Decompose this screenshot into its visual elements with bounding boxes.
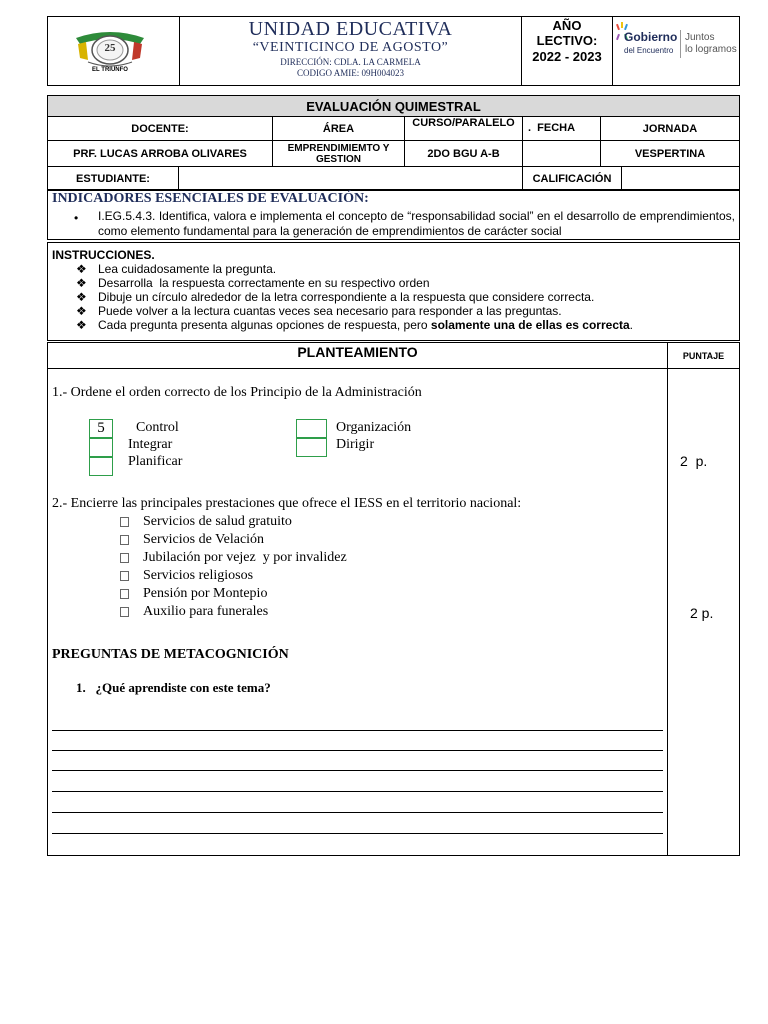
jornada-value: VESPERTINA (634, 147, 706, 160)
metacognition-question-1: 1. ¿Qué aprendiste con este tema? (76, 680, 271, 695)
estudiante-label: ESTUDIANTE: (76, 172, 150, 185)
iess-option: Servicios de salud gratuito (143, 514, 292, 529)
question-2: 2.- Encierre las principales prestaciones que ofrece el IESS en el territorio nacional: (52, 496, 522, 511)
gov-word-1: Gobierno (624, 30, 678, 44)
gov-word-4: lo logramos (685, 44, 737, 55)
answer-line[interactable] (52, 812, 663, 813)
checkbox-icon[interactable] (120, 517, 129, 527)
year-value: 2022 - 2023 (532, 49, 602, 64)
question-1: 1.- Ordene el orden correcto de los Principio de la Administración (52, 385, 422, 400)
year-label-1: AÑO (552, 17, 582, 33)
checkbox-icon[interactable] (120, 607, 129, 617)
iess-option: Auxilio para funerales (143, 604, 269, 619)
option-control: Control (136, 420, 179, 435)
instruction-item: Dibuje un círculo alrededor de la letra correspondiente a la respuesta que considere correcta. (98, 290, 595, 304)
option-organizacion: Organización (336, 420, 412, 435)
area-value: EMPRENDIMIEMTO Y GESTION (287, 142, 390, 165)
diamond-bullet-icon: ❖ (76, 276, 87, 290)
logo-number: 25 (104, 42, 116, 54)
indicators-text: I.EG.5.4.3. Identifica, valora e implementa el concepto de “responsabilidad social” en el desarrollo de emprendimientos, como elemento fundamental para la generación de emprendimientos de carácter social (98, 209, 735, 238)
answer-line[interactable] (52, 730, 663, 731)
checkbox-icon[interactable] (120, 553, 129, 563)
calificacion-field[interactable] (622, 167, 739, 190)
option-dirigir: Dirigir (336, 437, 375, 452)
instruction-item: Desarrolla la respuesta correctamente en su respectivo orden (98, 276, 430, 290)
answer-box-control[interactable]: 5 (89, 419, 113, 438)
answer-box-planificar[interactable] (89, 457, 113, 476)
answer-line[interactable] (52, 750, 663, 751)
metacognition-heading: PREGUNTAS DE METACOGNICIÓN (52, 647, 289, 662)
planteamiento-header: PLANTEAMIENTO (297, 344, 418, 360)
fecha-value[interactable] (523, 141, 600, 166)
answer-box-integrar[interactable] (89, 438, 113, 457)
iess-option: Servicios de Velación (143, 532, 265, 547)
instruction-item: Puede volver a la lectura cuantas veces sea necesario para responder a las preguntas. (98, 304, 562, 318)
logo-caption: EL TRIUNFO (92, 67, 128, 73)
jornada-label: JORNADA (642, 122, 698, 135)
government-logo (614, 20, 738, 64)
instruction-item: Lea cuidadosamente la pregunta. (98, 262, 277, 276)
school-direction: DIRECCIÓN: CDLA. LA CARMELA (280, 57, 421, 67)
iess-option: Servicios religiosos (143, 568, 254, 583)
gov-word-2: del Encuentro (624, 46, 674, 55)
gov-word-3: Juntos (685, 32, 715, 43)
instructions-heading: INSTRUCCIONES. (52, 248, 155, 262)
answer-line[interactable] (52, 770, 663, 771)
instruction-last-pre: Cada pregunta presenta algunas opciones de respuesta, pero (98, 318, 431, 332)
option-planificar: Planificar (128, 454, 183, 469)
question-2-points: 2 p. (690, 605, 714, 621)
estudiante-field[interactable] (179, 167, 522, 190)
answer-box-dirigir[interactable] (296, 438, 327, 457)
indicators-bullet: • (74, 211, 79, 225)
docente-label: DOCENTE: (131, 122, 189, 135)
checkbox-icon[interactable] (120, 571, 129, 581)
answer-line[interactable] (52, 791, 663, 792)
diamond-bullet-icon: ❖ (76, 290, 87, 304)
school-name: “VEINTICINCO DE AGOSTO” (252, 40, 449, 55)
school-logo (74, 24, 146, 76)
header-divider-3 (612, 16, 613, 86)
checkbox-icon[interactable] (120, 589, 129, 599)
docente-value: PRF. LUCAS ARROBA OLIVARES (73, 147, 247, 160)
fecha-label: . FECHA (528, 122, 576, 134)
diamond-bullet-icon: ❖ (76, 262, 87, 276)
diamond-bullet-icon: ❖ (76, 304, 87, 318)
area-label: ÁREA (322, 122, 355, 135)
evaluation-title: EVALUACIÓN QUIMESTRAL (48, 96, 739, 117)
gov-separator (680, 30, 681, 58)
question-1-points: 2 p. (680, 453, 708, 469)
instruction-last-post: . (629, 318, 634, 332)
questions-col-divider (667, 342, 668, 856)
year-label-2: LECTIVO: (536, 33, 598, 48)
calificacion-label: CALIFICACIÓN (532, 172, 612, 185)
questions-header-line (47, 368, 740, 369)
instruction-item-last (98, 318, 633, 332)
school-amie: CODIGO AMIE: 09H004023 (297, 68, 404, 78)
checkbox-icon[interactable] (120, 535, 129, 545)
curso-label: CURSO/PARALELO (412, 117, 515, 129)
diamond-bullet-icon: ❖ (76, 318, 87, 332)
iess-option: Jubilación por vejez y por invalidez (143, 550, 347, 565)
indicators-heading: INDICADORES ESENCIALES DE EVALUACIÓN: (52, 191, 369, 206)
answer-line[interactable] (52, 833, 663, 834)
logo-banner-text: UE VEINTICINCO DE AGOSTO (94, 27, 137, 31)
curso-value: 2DO BGU A-B (427, 147, 500, 160)
instruction-last-bold: solamente una de ellas es correcta (430, 318, 630, 332)
school-title: UNIDAD EDUCATIVA (248, 17, 453, 40)
answer-box-organizacion[interactable] (296, 419, 327, 438)
iess-option: Pensión por Montepio (143, 586, 268, 601)
option-integrar: Integrar (128, 437, 173, 452)
puntaje-header: PUNTAJE (682, 350, 725, 361)
